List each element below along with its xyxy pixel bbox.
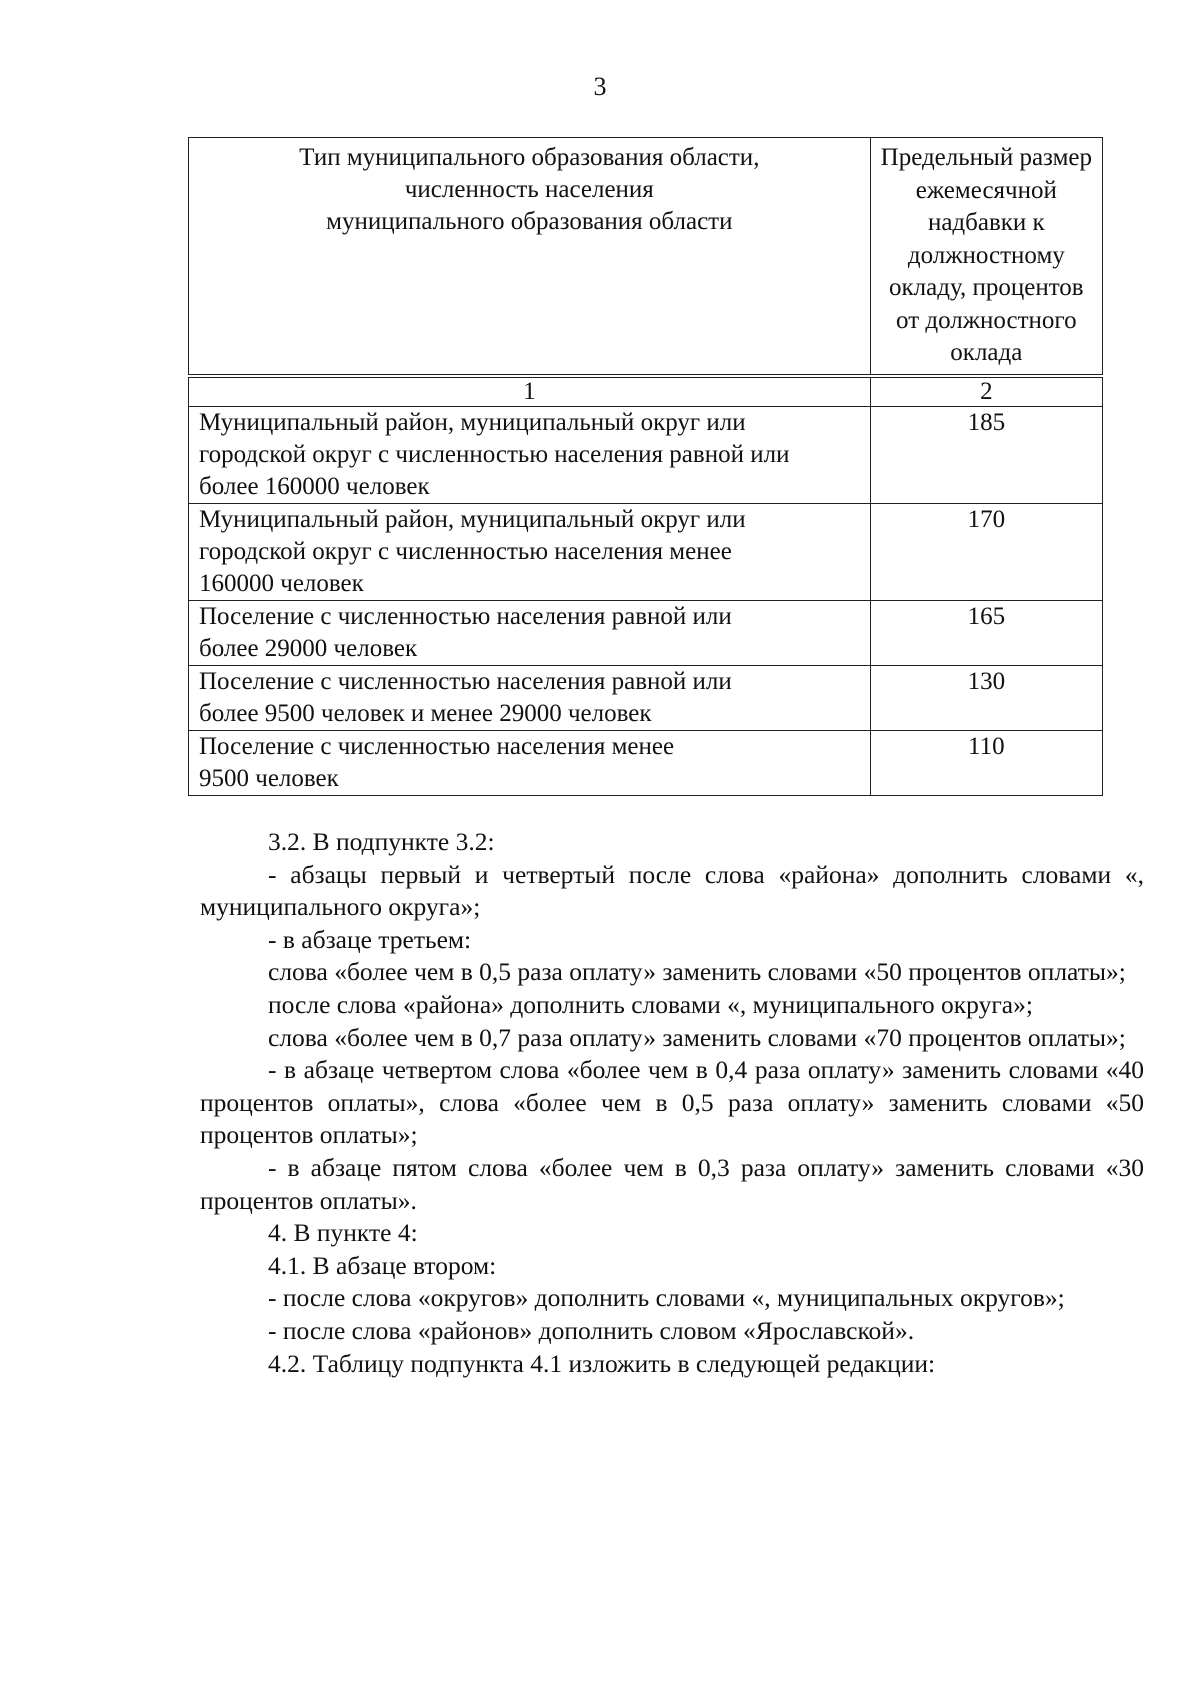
header-max-allowance — [870, 138, 1102, 376]
allowance-table — [188, 137, 1103, 796]
paragraph: - в абзаце третьем: — [268, 924, 472, 954]
allowance-value-cell: 130 — [870, 665, 1102, 730]
table-row — [189, 600, 1103, 665]
cell-line: городской округ с численностью населения равной или — [199, 440, 790, 468]
header-col1-line: Тип муниципального образования области, — [299, 144, 760, 171]
header-col2-line: окладу, процентов — [889, 274, 1084, 301]
allowance-value-cell: 185 — [870, 406, 1102, 503]
paragraph: - абзацы первый и четвертый после слова «района» дополнить словами «, муниципального округа»; — [200, 859, 1144, 922]
cell-line: более 29000 человек — [199, 634, 418, 662]
municipality-type-cell — [189, 600, 871, 665]
paragraph: - после слова «округов» дополнить словами «, муниципальных округов»; — [268, 1283, 1065, 1313]
table-row — [189, 406, 1103, 503]
cell-line: 9500 человек — [199, 764, 339, 792]
header-municipality-type — [189, 138, 871, 376]
allowance-value-cell: 165 — [870, 600, 1102, 665]
header-col2-line: ежемесячной — [915, 176, 1057, 204]
paragraph: 4. В пункте 4: — [268, 1218, 418, 1248]
paragraph: слова «более чем в 0,7 раза оплату» заменить словами «70 процентов оплаты»; — [268, 1022, 1126, 1052]
header-col2-line: оклада — [950, 339, 1023, 366]
cell-line: Поселение с численностью населения равной или — [199, 667, 732, 695]
cell-line: Поселение с численностью населения менее — [199, 732, 675, 760]
municipality-type-cell — [189, 665, 871, 730]
cell-line: Поселение с численностью населения равной или — [199, 602, 732, 630]
paragraph: 4.2. Таблицу подпункта 4.1 изложить в следующей редакции: — [268, 1348, 936, 1378]
page-number: 3 — [593, 72, 607, 101]
municipality-type-cell — [189, 730, 871, 795]
column-number: 1 — [189, 376, 871, 407]
header-col2-line: надбавки к — [927, 209, 1045, 236]
cell-line: Муниципальный район, муниципальный округ или — [199, 505, 746, 533]
header-col1-line: численность населения — [404, 176, 654, 203]
cell-line: Муниципальный район, муниципальный округ или — [199, 408, 746, 436]
paragraph: после слова «района» дополнить словами «, муниципального округа»; — [268, 989, 1033, 1019]
paragraph: 4.1. В абзаце втором: — [268, 1250, 497, 1280]
header-col2-line: должностному — [907, 241, 1065, 269]
municipality-type-cell — [189, 503, 871, 600]
table-row — [189, 665, 1103, 730]
paragraph: - в абзаце пятом слова «более чем в 0,3 раза оплату» заменить словами «30 процентов оплаты». — [200, 1152, 1144, 1215]
table-header-row — [189, 138, 1103, 376]
cell-line: городской округ с численностью населения менее — [199, 537, 732, 565]
paragraph: 3.2. В подпункте 3.2: — [268, 827, 495, 856]
paragraph: - в абзаце четвертом слова «более чем в 0,4 раза оплату» заменить словами «40 процентов оплаты», слова «более чем в 0,5 раза оплату» заменить словами «50 процентов оплаты»; — [200, 1055, 1144, 1150]
paragraph: слова «более чем в 0,5 раза оплату» заменить словами «50 процентов оплаты»; — [268, 957, 1126, 987]
header-col2-line: Предельный размер — [880, 144, 1092, 171]
municipality-type-cell — [189, 406, 871, 503]
table-row — [189, 503, 1103, 600]
header-col1-line: муниципального образования области — [326, 208, 733, 235]
paragraph: - после слова «районов» дополнить словом «Ярославской». — [268, 1315, 915, 1345]
cell-line: 160000 человек — [199, 569, 364, 597]
cell-line: более 160000 человек — [199, 472, 430, 500]
column-number-row — [189, 376, 1103, 407]
allowance-value-cell: 170 — [870, 503, 1102, 600]
allowance-value-cell: 110 — [870, 730, 1102, 795]
column-number: 2 — [870, 376, 1102, 407]
table-row — [189, 730, 1103, 795]
header-col2-line: от должностного — [896, 306, 1077, 334]
document-body — [200, 826, 1144, 1380]
cell-line: более 9500 человек и менее 29000 человек — [199, 699, 652, 727]
